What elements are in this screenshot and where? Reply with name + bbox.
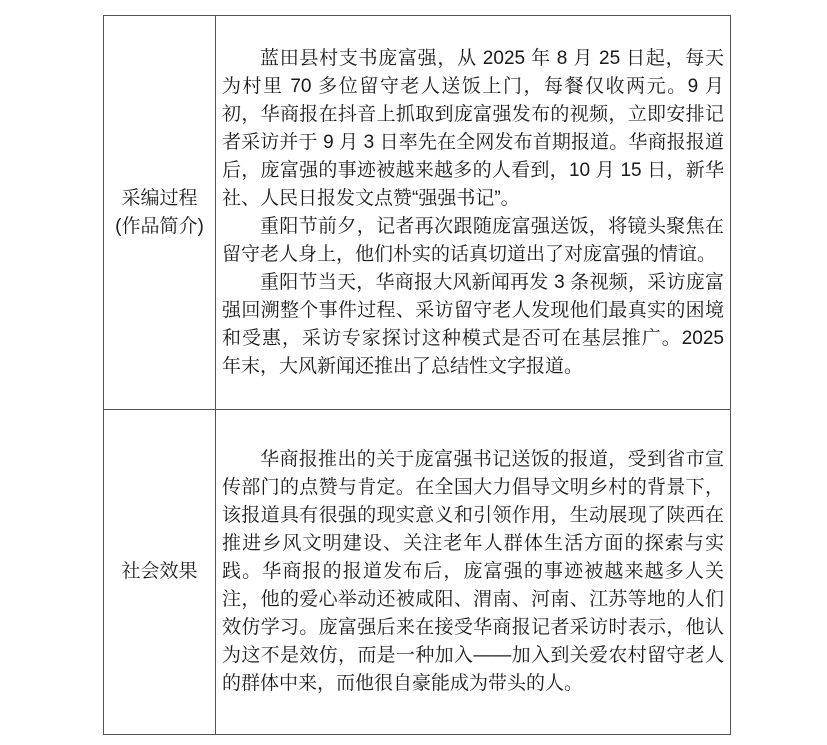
paragraph: 重阳节当天，华商报大风新闻再发 3 条视频，采访庞富强回溯整个事件过程、采访留守老人发现他们最真实的困境和受惠，采访专家探讨这种模式是否可在基层推广。2025 年末，大风新闻还推出了总结性文字报道。	[222, 271, 724, 377]
table-row-editing-process	[104, 16, 731, 410]
row-label-line: 采编过程	[121, 187, 198, 209]
row-label-social-effect	[104, 410, 216, 735]
row-content-editing-process	[216, 16, 731, 410]
row-content-social-effect	[216, 410, 731, 735]
paragraph: 重阳节前夕，记者再次跟随庞富强送饭，将镜头聚焦在留守老人身上，他们朴实的话真切道出了对庞富强的情谊。	[222, 215, 724, 265]
row-label-editing-process	[104, 16, 216, 410]
row-label-line: (作品简介)	[115, 215, 204, 237]
paragraph: 蓝田县村支书庞富强，从 2025 年 8 月 25 日起，每天为村里 70 多位留守老人送饭上门，每餐仅收两元。9 月初，华商报在抖音上抓取到庞富强发布的视频，立即安排记者采访并于 9 月 3 日率先在全网发布首期报道。华商报报道后，庞富强的事迹被越来越多的人看到，10 月 15 日，新华社、人民日报发文点赞“强强书记”。	[222, 47, 724, 209]
row-label-line: 社会效果	[121, 561, 198, 582]
table-row-social-effect	[104, 410, 731, 735]
paragraph: 华商报推出的关于庞富强书记送饭的报道，受到省市宣传部门的点赞与肯定。在全国大力倡导文明乡村的背景下，该报道具有很强的现实意义和引领作用，生动展现了陕西在推进乡风文明建设、关注老年人群体生活方面的探索与实践。华商报的报道发布后，庞富强的事迹被越来越多人关注，他的爱心举动还被咸阳、渭南、河南、江苏等地的人们效仿学习。庞富强后来在接受华商报记者采访时表示，他认为这不是效仿，而是一种加入——加入到关爱农村留守老人的群体中来，而他很自豪能成为带头的人。	[222, 449, 724, 694]
content-table	[103, 15, 731, 735]
